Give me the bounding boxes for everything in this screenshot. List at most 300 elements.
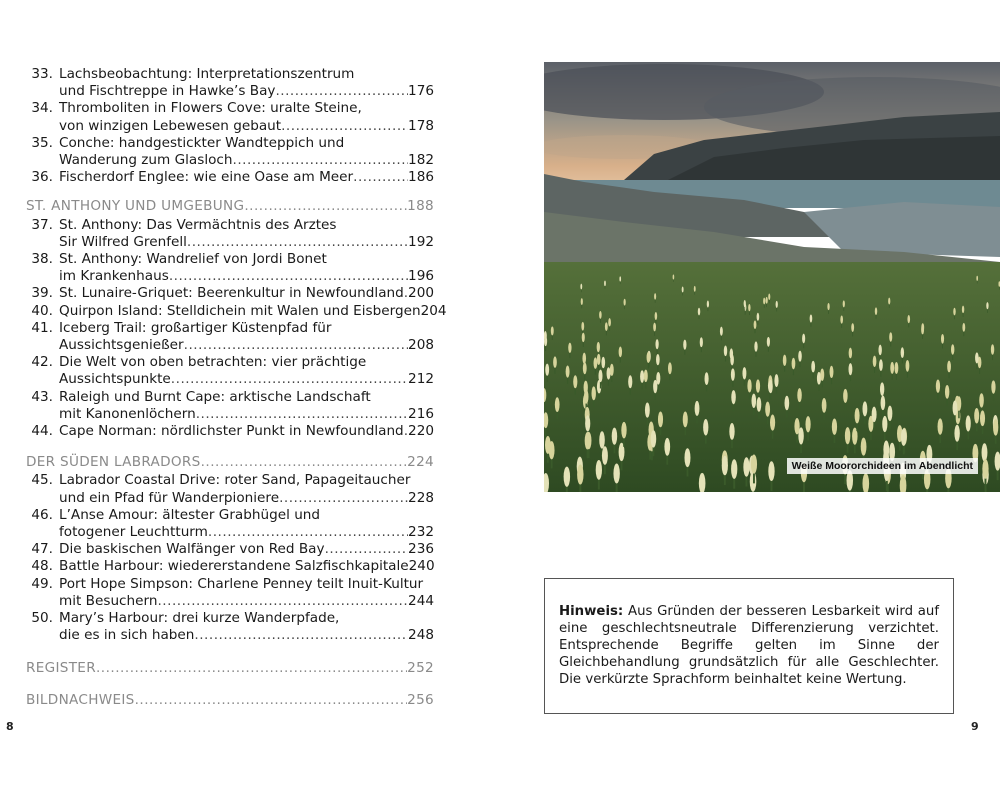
entry-number: 42.: [31, 354, 53, 371]
leader-dots: [201, 454, 408, 471]
flower-spike: [601, 357, 605, 369]
flower-spike: [655, 339, 658, 349]
entry-text-line: Lachsbeobachtung: Interpretationszentrum: [59, 66, 355, 82]
entry-page: 204: [420, 302, 447, 319]
entry-number: 40.: [31, 302, 53, 319]
leader-dots: [281, 118, 408, 135]
section-page: 224: [407, 454, 434, 471]
flower-spike: [664, 438, 670, 456]
entry-page: 186: [408, 169, 434, 186]
flower-spike: [583, 362, 587, 374]
entry-text: Battle Harbour: wiedererstandene Salzfischkapitale: [59, 558, 409, 575]
entry-last-line: [59, 371, 434, 388]
entry-page: 220: [408, 423, 434, 440]
flower-spike: [580, 284, 582, 290]
entry-page: 176: [408, 83, 434, 100]
flower-spike: [832, 418, 837, 434]
flower-spike: [658, 411, 663, 427]
entry-text: Fischerdorf Englee: wie eine Oase am Meer: [59, 169, 354, 186]
flower-spike: [604, 281, 606, 286]
flower-spike: [802, 334, 805, 344]
toc-entry[interactable]: [26, 217, 434, 251]
flower-spike: [647, 352, 651, 363]
flower-spike: [655, 312, 658, 320]
flower-spike: [683, 340, 686, 350]
flower-spike: [703, 419, 708, 435]
entry-text-line: Conche: handgestickter Wandteppich und: [59, 134, 345, 151]
leader-dots: [325, 541, 408, 558]
entry-number: 41.: [31, 319, 53, 336]
entry-text-line: Mary’s Harbour: drei kurze Wanderpfade,: [59, 610, 340, 627]
entry-text: von winzigen Lebewesen gebaut: [59, 117, 282, 134]
entry-number: 48.: [31, 558, 53, 575]
leader-dots: [157, 593, 408, 610]
flower-spike: [597, 354, 601, 365]
flower-spike: [947, 361, 951, 373]
flower-spike: [645, 403, 650, 418]
entry-last-line: [59, 285, 434, 302]
flower-spike: [743, 457, 749, 476]
flower-spike: [553, 356, 557, 367]
entry-page: 212: [408, 371, 434, 388]
entry-number: 49.: [31, 575, 53, 592]
flower-spike: [744, 300, 746, 307]
section-title: DER SÜDEN LABRADORS: [26, 454, 201, 471]
photo-caption: Weiße Moororchideen im Abendlicht: [787, 458, 978, 474]
flower-spike: [766, 297, 768, 304]
flower-spike: [881, 396, 886, 411]
flower-spike: [849, 348, 852, 359]
flower-spike: [683, 412, 688, 428]
flower-spike: [754, 341, 757, 351]
flower-spike: [756, 379, 760, 392]
entry-last-line: [59, 302, 447, 320]
flower-spike: [887, 406, 892, 421]
flower-spike: [568, 343, 571, 353]
entry-text: Sir Wilfred Grenfell: [59, 233, 187, 250]
flower-spike: [811, 361, 815, 373]
entry-text-line: Iceberg Trail: großartiger Küstenpfad für: [59, 319, 332, 336]
entry-last-line: [59, 83, 434, 100]
entry-text-line: Die Welt von oben betrachten: vier prächtige: [59, 354, 367, 371]
flower-spike: [707, 301, 709, 308]
flower-spike: [880, 382, 884, 396]
flower-spike: [979, 393, 984, 407]
flower-spike: [805, 416, 810, 432]
flower-spike: [851, 323, 854, 332]
flower-spike: [722, 456, 728, 475]
flower-spike: [840, 315, 843, 323]
flower-spike: [953, 400, 958, 415]
toc-entry[interactable]: [26, 285, 434, 302]
flower-spike: [879, 359, 883, 371]
toc-entry[interactable]: [26, 389, 434, 423]
page-number-left: 8: [6, 720, 14, 733]
flower-spike: [797, 388, 801, 402]
flower-spike: [843, 300, 845, 307]
flower-spike: [592, 386, 596, 400]
leader-dots: [196, 406, 408, 423]
flower-spike: [951, 344, 954, 355]
entry-text: im Krankenhaus: [59, 268, 169, 285]
flower-spike: [945, 385, 949, 399]
entry-text: St. Lunaire-Griquet: Beerenkultur in Newfoundland: [59, 285, 404, 302]
leader-dots: [135, 692, 408, 709]
toc-entry[interactable]: [26, 472, 434, 506]
flower-spike: [770, 415, 775, 431]
flower-spike: [980, 410, 985, 426]
flower-spike: [751, 454, 757, 473]
entry-text: mit Kanonenlöchern: [59, 405, 196, 422]
flower-spike: [730, 354, 734, 365]
entry-text: und Fischtreppe in Hawke’s Bay: [59, 83, 276, 100]
leader-dots: [194, 627, 408, 644]
entry-text: und ein Pfad für Wanderpioniere: [59, 489, 280, 506]
flower-spike: [855, 408, 860, 424]
flower-spike: [798, 427, 803, 444]
flower-spike: [613, 464, 619, 484]
entry-text: die es in sich haben: [59, 627, 195, 644]
entry-number: 37.: [31, 216, 53, 233]
toc-group-st-anthony: [26, 216, 447, 441]
section-title: BILDNACHWEIS: [26, 691, 135, 708]
note-text: Aus Gründen der besseren Lesbarkeit wird auf eine geschlechtsneutrale Differenzierung verzichtet. Entsprechende Begriffe gelten im Sinne der Gleichbehandlung grundsätzlich für alle Geschlechter. Die verkürzte Sprachform beinhaltet keine Wertung.: [559, 604, 940, 687]
entry-number: 38.: [31, 251, 53, 268]
flower-spike: [573, 375, 577, 388]
section-page: 252: [407, 659, 434, 676]
entry-last-line: [59, 268, 434, 285]
flower-spike: [599, 311, 602, 319]
flower-spike: [608, 318, 611, 326]
entry-last-line: [59, 524, 434, 541]
flower-spike: [757, 397, 762, 412]
entry-text-line: St. Anthony: Das Vermächtnis des Arztes: [59, 216, 337, 233]
toc-section-bildnachweis[interactable]: [26, 692, 434, 709]
flower-spike: [822, 398, 827, 413]
flower-spike: [586, 432, 592, 449]
flower-spike: [596, 460, 602, 480]
flower-spike: [941, 334, 944, 344]
entry-last-line: [59, 558, 434, 575]
entry-text-line: L’Anse Amour: ältester Grabhügel und: [59, 506, 321, 523]
flower-spike: [640, 370, 644, 383]
toc-entry[interactable]: [26, 541, 434, 558]
leader-dots: [171, 371, 408, 388]
flower-spike: [975, 352, 979, 363]
flower-spike: [774, 374, 778, 387]
flower-spike: [751, 394, 756, 408]
flower-spike: [551, 326, 554, 335]
leader-dots: [279, 490, 408, 507]
flower-spike: [582, 353, 586, 364]
flower-spike: [584, 390, 589, 404]
landscape-illustration: [544, 62, 1000, 492]
flower-spike: [882, 416, 887, 432]
entry-page: 200: [408, 285, 434, 302]
entry-text: Cape Norman: nördlichster Punkt in Newfoundland: [59, 423, 404, 440]
entry-page: 196: [408, 268, 434, 285]
flower-spike: [619, 276, 621, 281]
entry-text-line: Port Hope Simpson: Charlene Penney teilt Inuit-Kultur: [59, 575, 424, 592]
flower-spike: [861, 438, 867, 456]
leader-dots: [208, 524, 408, 541]
entry-text-line: Raleigh und Burnt Cape: arktische Landschaft: [59, 388, 371, 405]
flower-spike: [599, 431, 605, 448]
flower-spike: [765, 402, 770, 417]
flower-spike: [729, 423, 734, 440]
leader-dots: [244, 198, 407, 215]
entry-text: Aussichtspunkte: [59, 371, 171, 388]
toc-section-st-anthony[interactable]: [26, 198, 434, 215]
flower-spike: [564, 467, 570, 487]
toc-entry[interactable]: [26, 66, 434, 100]
toc-entry[interactable]: [26, 135, 434, 169]
flower-spike: [656, 354, 660, 365]
flower-spike: [962, 323, 965, 332]
flower-spike: [982, 443, 988, 461]
flower-spike: [962, 306, 964, 313]
flower-spike: [966, 415, 971, 431]
entry-last-line: [59, 541, 434, 558]
entry-number: 34.: [31, 100, 53, 117]
flower-spike: [827, 303, 829, 310]
flower-spike: [597, 342, 600, 352]
toc-entry[interactable]: [26, 100, 434, 134]
entry-last-line: [59, 234, 434, 251]
entry-page: 244: [408, 592, 434, 609]
entry-last-line: [59, 169, 434, 186]
hinweis-box: [544, 578, 954, 714]
flower-spike: [700, 337, 703, 347]
flower-spike: [545, 364, 549, 376]
section-page: 188: [407, 198, 434, 215]
flower-spike: [767, 337, 770, 347]
entry-number: 36.: [31, 169, 53, 186]
flower-spike: [921, 325, 924, 334]
flower-spike: [845, 427, 850, 444]
flower-spike: [907, 315, 910, 323]
flower-spike: [991, 380, 995, 393]
toc-entry[interactable]: [26, 610, 434, 644]
flower-spike: [581, 322, 584, 331]
section-page: 256: [407, 691, 434, 708]
section-title: REGISTER: [26, 659, 96, 676]
entry-page: 232: [408, 524, 434, 541]
flower-spike: [698, 308, 700, 316]
flower-spike: [768, 380, 772, 393]
entry-page: 216: [408, 405, 434, 422]
flower-spike: [621, 422, 626, 439]
entry-number: 47.: [31, 541, 53, 558]
entry-page: 228: [408, 489, 434, 506]
flower-spike: [656, 372, 660, 385]
flower-spike: [906, 360, 910, 372]
entry-text: Wanderung zum Glasloch: [59, 152, 233, 169]
entry-number: 39.: [31, 285, 53, 302]
flower-spike: [763, 298, 765, 305]
toc-entry[interactable]: [26, 320, 434, 354]
entry-text: mit Besuchern: [59, 592, 158, 609]
flower-spike: [768, 461, 774, 481]
flower-spike: [724, 346, 727, 357]
flower-spike: [682, 287, 684, 293]
entry-last-line: [59, 593, 434, 610]
flower-spike: [991, 344, 994, 355]
flower-spike: [544, 336, 547, 346]
entry-page: 208: [408, 337, 434, 354]
flower-spike: [549, 441, 555, 459]
flower-spike: [754, 320, 757, 329]
flower-spike: [705, 372, 709, 385]
flower-spike: [889, 332, 892, 342]
toc-entry[interactable]: [26, 251, 434, 285]
flower-spike: [651, 430, 657, 447]
flower-spike: [993, 419, 998, 435]
entry-last-line: [59, 337, 434, 354]
flower-spike: [582, 333, 585, 343]
toc-entry[interactable]: [26, 169, 434, 186]
flower-spike: [901, 429, 907, 446]
flower-spike: [875, 307, 877, 315]
flower-spike: [936, 379, 940, 392]
flower-spike: [731, 368, 735, 380]
flower-spike: [954, 425, 959, 442]
flower-spike: [598, 370, 602, 383]
entry-page: 178: [408, 117, 434, 134]
flower-spike: [594, 357, 598, 369]
flower-spike: [585, 415, 590, 431]
flower-spike: [976, 276, 978, 281]
flower-spike: [878, 345, 881, 356]
entry-number: 43.: [31, 388, 53, 405]
leader-dots: [96, 660, 407, 677]
entry-last-line: [59, 423, 434, 440]
flower-spike: [872, 407, 877, 422]
landscape-photo: [544, 62, 1000, 492]
flower-spike: [747, 379, 751, 392]
flower-spike: [566, 365, 570, 377]
flower-spike: [628, 375, 632, 388]
flower-spike: [720, 327, 723, 336]
toc-entry[interactable]: [26, 576, 434, 610]
flower-spike: [577, 464, 583, 484]
flower-spike: [776, 301, 778, 308]
flower-spike: [624, 299, 626, 306]
entry-number: 44.: [31, 423, 53, 440]
flower-spike: [888, 298, 890, 305]
flower-spike: [668, 362, 672, 374]
entry-text-line: Thromboliten in Flowers Cove: uralte Steine,: [59, 100, 362, 117]
entry-text: Quirpon Island: Stelldichein mit Walen und Eisbergen: [59, 302, 421, 319]
entry-last-line: [59, 118, 434, 135]
note-label: Hinweis:: [559, 604, 624, 619]
flower-spike: [673, 275, 675, 280]
toc-entry[interactable]: [26, 423, 434, 440]
flower-spike: [731, 459, 737, 479]
flower-spike: [783, 355, 787, 366]
flower-spike: [986, 302, 988, 309]
flower-spike: [694, 286, 696, 292]
leader-dots: [275, 83, 408, 100]
flower-spike: [849, 363, 853, 375]
flower-spike: [742, 367, 746, 379]
flower-spike: [612, 428, 617, 445]
flower-spike: [862, 401, 867, 416]
toc-entry[interactable]: [26, 302, 447, 320]
leader-dots: [169, 268, 408, 285]
flower-spike: [890, 362, 894, 374]
entry-number: 35.: [31, 134, 53, 151]
flower-spike: [644, 370, 648, 383]
entry-last-line: [59, 152, 434, 169]
entry-page: 182: [408, 152, 434, 169]
flower-spike: [843, 389, 847, 403]
table-of-contents: [26, 66, 447, 710]
entry-number: 33.: [31, 66, 53, 82]
flower-spike: [895, 362, 899, 374]
leader-dots: [184, 337, 408, 354]
flower-spike: [953, 308, 955, 316]
toc-group-top: [26, 66, 434, 186]
entry-last-line: [59, 627, 434, 644]
entry-number: 45.: [31, 472, 53, 489]
entry-page: 192: [408, 233, 434, 250]
entry-text: fotogener Leuchtturm: [59, 524, 208, 541]
flower-spike: [810, 314, 813, 322]
flower-spike: [785, 396, 790, 411]
flower-spike: [654, 293, 656, 299]
entry-text-line: St. Anthony: Wandrelief von Jordi Bonet: [59, 251, 327, 268]
toc-section-labrador[interactable]: [26, 454, 434, 471]
toc-entry[interactable]: [26, 354, 434, 388]
section-title: ST. ANTHONY UND UMGEBUNG: [26, 198, 245, 215]
entry-last-line: [59, 490, 434, 507]
flower-spike: [982, 459, 988, 479]
flower-spike: [830, 366, 834, 378]
leader-dots: [187, 234, 408, 251]
flower-spike: [610, 364, 614, 376]
flower-spike: [748, 304, 750, 311]
flower-spike: [768, 293, 770, 300]
entry-text-line: Labrador Coastal Drive: roter Sand, Papageitaucher: [59, 472, 411, 489]
flower-spike: [619, 347, 622, 358]
flower-spike: [653, 323, 656, 332]
entry-page: 240: [408, 558, 435, 575]
flower-spike: [605, 322, 608, 331]
toc-entry[interactable]: [26, 507, 434, 541]
flower-spike: [798, 351, 802, 362]
entry-last-line: [59, 406, 434, 423]
flower-spike: [938, 418, 943, 434]
flower-spike: [873, 356, 877, 367]
entry-number: 46.: [31, 506, 53, 523]
flower-spike: [792, 358, 796, 370]
leader-dots: [233, 152, 409, 169]
flower-spike: [901, 347, 904, 358]
flower-spike: [974, 408, 979, 424]
toc-entry[interactable]: [26, 558, 434, 575]
entry-number: 50.: [31, 610, 53, 627]
flower-spike: [695, 401, 700, 416]
toc-group-labrador: [26, 472, 434, 644]
page-number-right: 9: [971, 720, 979, 733]
flower-spike: [684, 448, 690, 467]
toc-section-register[interactable]: [26, 660, 434, 677]
flower-spike: [581, 298, 583, 305]
entry-text: Die baskischen Walfänger von Red Bay: [59, 541, 325, 558]
flower-spike: [757, 313, 760, 321]
leader-dots: [353, 169, 408, 186]
